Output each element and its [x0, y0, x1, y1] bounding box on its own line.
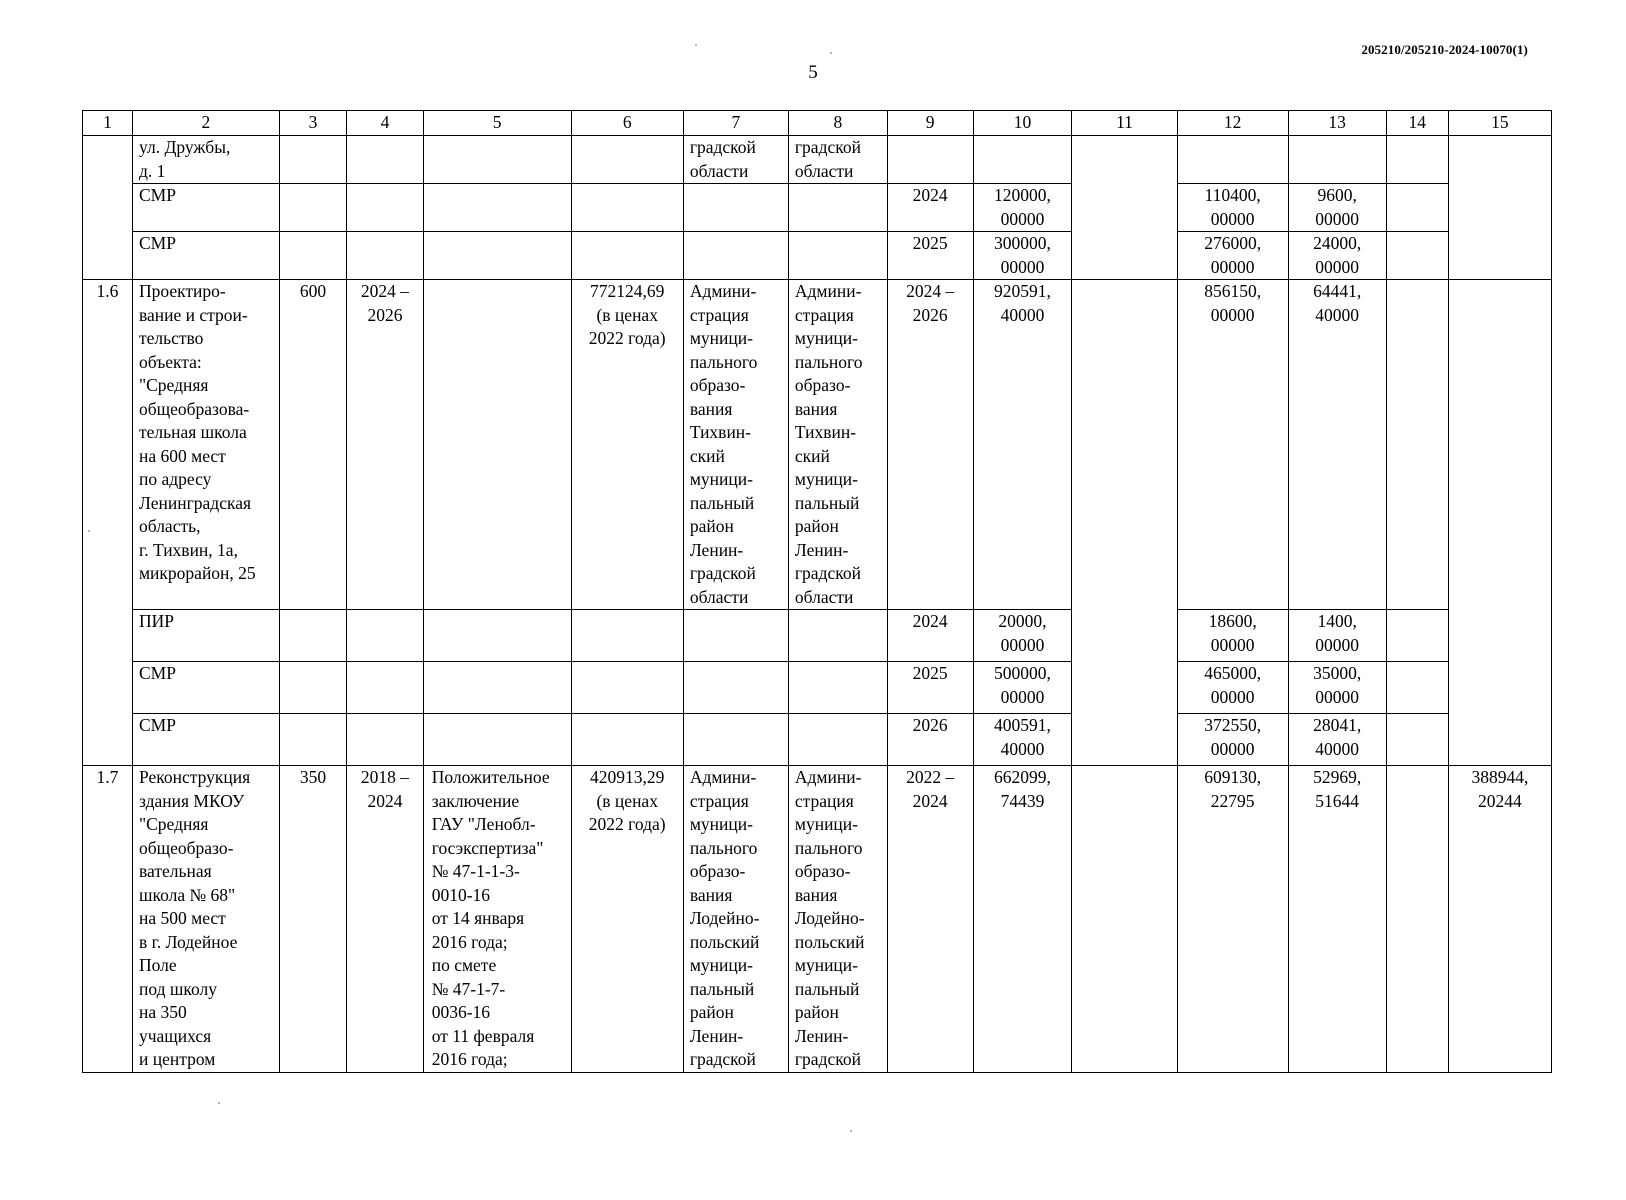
column-header: 14: [1386, 111, 1448, 136]
developer-cell: Админи- страция муници- пального образо- вания Лодейно- польский муници- пальный район Ленин- градской: [788, 766, 887, 1073]
table-row: [83, 714, 1552, 766]
regional-budget-cell: 18600, 00000: [1177, 610, 1288, 662]
stage-label-cell: СМР: [132, 184, 279, 232]
customer-cell: градской области: [683, 136, 788, 184]
table-row: [83, 766, 1552, 1073]
column-header: 8: [788, 111, 887, 136]
object-name-cell: Реконструкция здания МКОУ "Средняя общеобразо- вательная школа № 68" на 500 мест в г. Лодейное Поле под школу на 350 учащихся и центром: [132, 766, 279, 1073]
local-budget-cell: 24000, 00000: [1288, 232, 1386, 280]
table-cell: [683, 232, 788, 280]
table-cell: [683, 184, 788, 232]
total-cell: 300000, 00000: [973, 232, 1072, 280]
table-cell: [571, 136, 683, 184]
table-cell: [1386, 610, 1448, 662]
regional-budget-cell: 609130, 22795: [1177, 766, 1288, 1073]
investment-table: [82, 110, 1552, 1073]
table-cell: [423, 232, 571, 280]
row-number-cell: 1.6: [83, 280, 133, 766]
stage-label-cell: СМР: [132, 714, 279, 766]
table-cell: [279, 714, 346, 766]
regional-budget-cell: 372550, 00000: [1177, 714, 1288, 766]
year-cell: 2024: [887, 184, 973, 232]
table-cell: [571, 184, 683, 232]
balance-cell: 388944, 20244: [1448, 766, 1551, 1073]
table-cell: [423, 610, 571, 662]
capacity-cell: 350: [279, 766, 346, 1073]
table-cell: [683, 610, 788, 662]
table-cell: [1072, 766, 1177, 1073]
column-header: 3: [279, 111, 346, 136]
page-number: 5: [808, 62, 818, 83]
capacity-cell: 600: [279, 280, 346, 610]
table-cell: [1448, 136, 1551, 280]
table-cell: [1288, 136, 1386, 184]
column-header: 9: [887, 111, 973, 136]
scan-speck: [850, 1130, 852, 1132]
table-cell: [788, 714, 887, 766]
table-cell: [887, 136, 973, 184]
column-header: 1: [83, 111, 133, 136]
total-cell: 20000, 00000: [973, 610, 1072, 662]
column-header: 10: [973, 111, 1072, 136]
table-cell: [279, 184, 346, 232]
table-cell: [788, 232, 887, 280]
table-cell: [1386, 184, 1448, 232]
table-cell: [571, 662, 683, 714]
period-cell: 2018 – 2024: [347, 766, 424, 1073]
period-cell: 2024 – 2026: [347, 280, 424, 610]
year-cell: 2024: [887, 610, 973, 662]
object-name-cell: Проектиро- вание и строи- тельство объекта: "Средняя общеобразова- тельная школа на 600 мест по адресу Ленинградская область, г. Тихвин, 1а, микрорайон, 25: [132, 280, 279, 610]
regional-budget-cell: 856150, 00000: [1177, 280, 1288, 610]
table-cell: [1177, 136, 1288, 184]
table-cell: [571, 232, 683, 280]
row-number-cell: 1.7: [83, 766, 133, 1073]
table-cell: [423, 714, 571, 766]
table-cell: [973, 136, 1072, 184]
object-name-cell: ул. Дружбы, д. 1: [132, 136, 279, 184]
developer-cell: градской области: [788, 136, 887, 184]
column-number-row: [83, 111, 1552, 136]
table-row: [83, 184, 1552, 232]
table-cell: [1072, 280, 1177, 766]
column-header: 6: [571, 111, 683, 136]
local-budget-cell: 52969, 51644: [1288, 766, 1386, 1073]
expertise-cell: Положительное заключение ГАУ "Ленобл- госэкспертиза" № 47-1-1-3- 0010-16 от 14 января 2016 года; по смете № 47-1-7- 0036-16 от 11 февраля 2016 года;: [423, 766, 571, 1073]
table-cell: [571, 714, 683, 766]
column-header: 13: [1288, 111, 1386, 136]
year-cell: 2025: [887, 662, 973, 714]
column-header: 4: [347, 111, 424, 136]
year-cell: 2026: [887, 714, 973, 766]
table-cell: [788, 184, 887, 232]
year-cell: 2024 – 2026: [887, 280, 973, 610]
regional-budget-cell: 110400, 00000: [1177, 184, 1288, 232]
table-cell: [571, 610, 683, 662]
table-cell: [347, 662, 424, 714]
table-cell: [1386, 232, 1448, 280]
column-header: 11: [1072, 111, 1177, 136]
total-cell: 500000, 00000: [973, 662, 1072, 714]
table-cell: [788, 662, 887, 714]
table-cell: [683, 662, 788, 714]
table-cell: [1386, 280, 1448, 610]
total-cell: 662099, 74439: [973, 766, 1072, 1073]
table-row: [83, 280, 1552, 610]
table-cell: [423, 184, 571, 232]
table-cell: [1386, 766, 1448, 1073]
stage-label-cell: СМР: [132, 662, 279, 714]
regional-budget-cell: 465000, 00000: [1177, 662, 1288, 714]
total-cell: 400591, 40000: [973, 714, 1072, 766]
local-budget-cell: 1400, 00000: [1288, 610, 1386, 662]
expertise-cell: [423, 280, 571, 610]
local-budget-cell: 9600, 00000: [1288, 184, 1386, 232]
table-cell: [1072, 136, 1177, 280]
regional-budget-cell: 276000, 00000: [1177, 232, 1288, 280]
table-cell: [1386, 714, 1448, 766]
table-cell: [279, 610, 346, 662]
table-cell: [347, 232, 424, 280]
total-cell: 120000, 00000: [973, 184, 1072, 232]
table-cell: [423, 662, 571, 714]
table-cell: [279, 136, 346, 184]
table-cell: [788, 610, 887, 662]
developer-cell: Админи- страция муници- пального образо- вания Тихвин- ский муници- пальный район Ленин- градской области: [788, 280, 887, 610]
year-cell: 2025: [887, 232, 973, 280]
column-header: 7: [683, 111, 788, 136]
table-row: [83, 136, 1552, 184]
estimated-cost-cell: 772124,69 (в ценах 2022 года): [571, 280, 683, 610]
scan-speck: [88, 530, 90, 532]
table-cell: [1448, 280, 1551, 766]
total-cell: 920591, 40000: [973, 280, 1072, 610]
column-header: 12: [1177, 111, 1288, 136]
local-budget-cell: 64441, 40000: [1288, 280, 1386, 610]
column-header: 2: [132, 111, 279, 136]
document-id: 205210/205210-2024-10070(1): [1361, 42, 1528, 57]
customer-cell: Админи- страция муници- пального образо- вания Лодейно- польский муници- пальный район Ленин- градской: [683, 766, 788, 1073]
table-cell: [683, 714, 788, 766]
estimated-cost-cell: 420913,29 (в ценах 2022 года): [571, 766, 683, 1073]
stage-label-cell: СМР: [132, 232, 279, 280]
table-cell: [347, 714, 424, 766]
stage-label-cell: ПИР: [132, 610, 279, 662]
column-header: 15: [1448, 111, 1551, 136]
table-cell: [347, 184, 424, 232]
customer-cell: Админи- страция муници- пального образо- вания Тихвин- ский муници- пальный район Ленин- градской области: [683, 280, 788, 610]
table-row: [83, 662, 1552, 714]
table-cell: [423, 136, 571, 184]
row-number-cell: [83, 136, 133, 280]
table-cell: [347, 610, 424, 662]
table-row: [83, 232, 1552, 280]
scan-speck: [695, 44, 697, 46]
table-cell: [1386, 662, 1448, 714]
table-cell: [347, 136, 424, 184]
local-budget-cell: 35000, 00000: [1288, 662, 1386, 714]
column-header: 5: [423, 111, 571, 136]
year-cell: 2022 – 2024: [887, 766, 973, 1073]
table-cell: [1386, 136, 1448, 184]
table-row: [83, 610, 1552, 662]
table-cell: [279, 232, 346, 280]
scan-speck: [830, 52, 832, 54]
local-budget-cell: 28041, 40000: [1288, 714, 1386, 766]
table-cell: [279, 662, 346, 714]
scan-speck: [218, 1102, 220, 1104]
